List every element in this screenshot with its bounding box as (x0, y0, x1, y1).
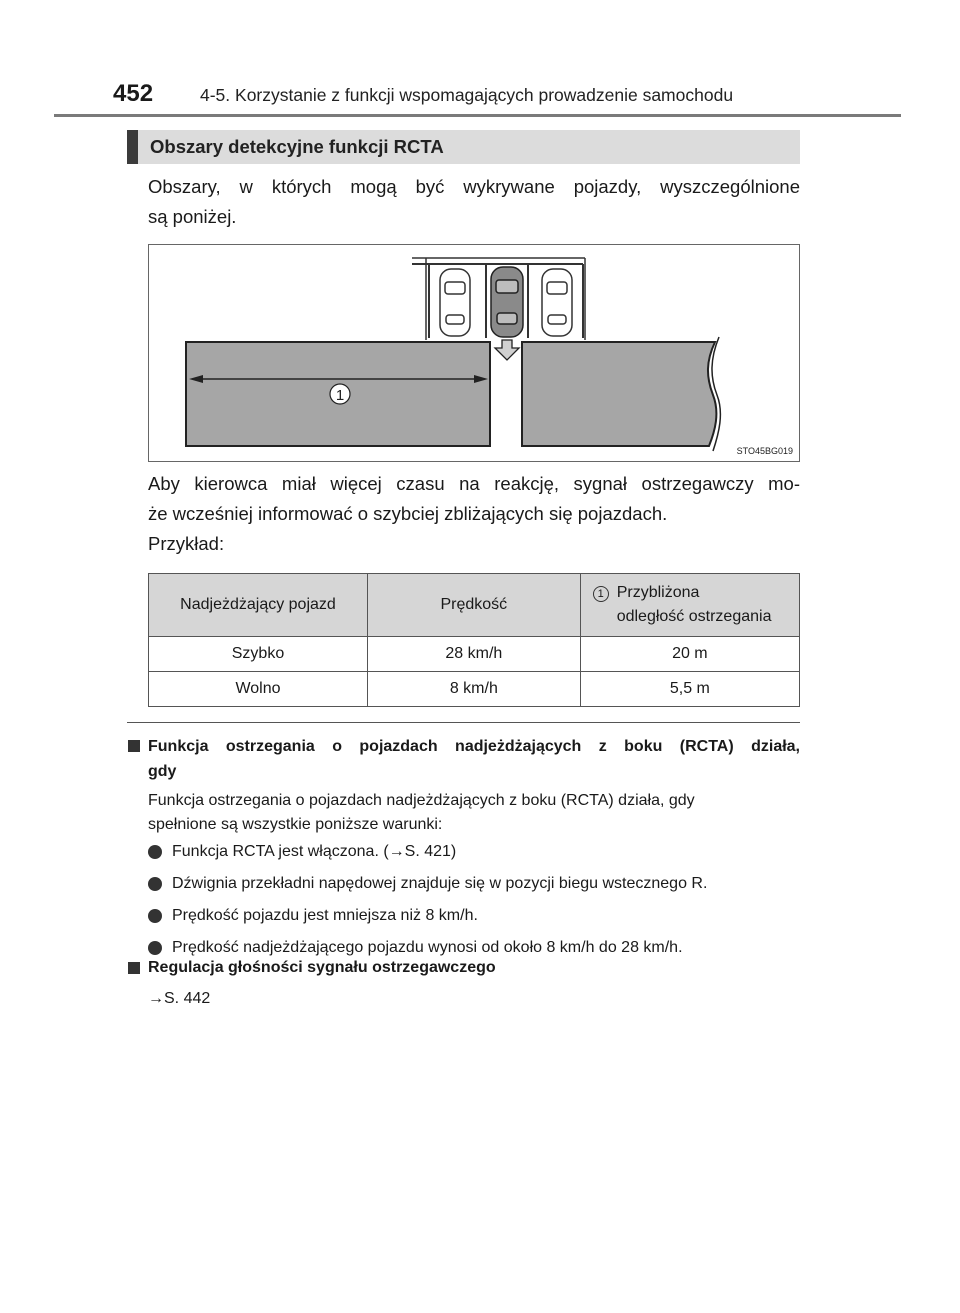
conditions-text-line-1: Funkcja ostrzegania o pojazdach nadjeżdżających z boku (RCTA) działa, gdy (148, 792, 695, 809)
chapter-title: 4-5. Korzystanie z funkcji wspomagających prowadzenie samochodu (200, 85, 734, 105)
table-header-row (149, 574, 800, 637)
parked-car-left (440, 269, 470, 336)
header-distance-line-1: Przybliżona (616, 584, 700, 601)
bullet-icon (148, 941, 162, 955)
bullet-icon (148, 909, 162, 923)
conditions-text-line-2: spełnione są wszystkie poniższe warunki: (148, 816, 443, 833)
condition-item: Funkcja RCTA jest włączona. (→S. 421) (172, 843, 457, 860)
warning-distance-table (148, 573, 800, 707)
page-number: 452 (113, 80, 154, 107)
parked-car-right (542, 269, 572, 336)
condition-item: Dźwignia przekładni napędowej znajduje się w pozycji biegu wstecznego R. (172, 875, 708, 892)
header-rule (54, 114, 901, 117)
section-divider (127, 722, 800, 723)
intro-line-1: Obszary, w których mogą być wykrywane pojazdy, wyszczególnione (148, 176, 800, 197)
square-bullet-icon (128, 962, 140, 974)
bullet-icon (148, 845, 162, 859)
cell-distance: 5,5 m (580, 672, 799, 707)
right-detection-area (522, 342, 716, 446)
section-title: Obszary detekcyjne funkcji RCTA (150, 136, 444, 157)
cell-vehicle: Wolno (149, 672, 368, 707)
reverse-arrow (495, 340, 519, 360)
section-heading-bar (127, 130, 800, 164)
conditions-heading-line-2: gdy (148, 763, 177, 780)
after-figure-line-2: że wcześniej informować o szybciej zbliżających się pojazdach. (148, 503, 668, 524)
cell-speed: 8 km/h (367, 672, 580, 707)
volume-reference-link[interactable]: →S. 442 (148, 990, 211, 1007)
cell-vehicle: Szybko (149, 637, 368, 672)
header-distance-line-2: odległość ostrzegania (616, 608, 772, 625)
callout-number: 1 (335, 387, 345, 404)
detection-area-figure (148, 244, 800, 462)
header-vehicle: Nadjeżdżający pojazd (149, 574, 368, 637)
detection-area-diagram (149, 245, 799, 461)
table-row (149, 672, 800, 707)
distance-callout: 1 (593, 586, 609, 602)
header-speed: Prędkość (367, 574, 580, 637)
condition-item: Prędkość nadjeżdżającego pojazdu wynosi od około 8 km/h do 28 km/h. (172, 939, 683, 956)
volume-heading: Regulacja głośności sygnału ostrzegawczego (148, 959, 496, 976)
conditions-heading-line-1: Funkcja ostrzegania o pojazdach nadjeżdżających z boku (RCTA) działa, (148, 738, 800, 755)
bullet-icon (148, 877, 162, 891)
square-bullet-icon (128, 740, 140, 752)
after-figure-line-1: Aby kierowca miał więcej czasu na reakcję, sygnał ostrzegawczy mo- (148, 473, 800, 494)
example-label: Przykład: (148, 533, 225, 554)
cell-distance: 20 m (580, 637, 799, 672)
condition-item: Prędkość pojazdu jest mniejsza niż 8 km/h. (172, 907, 478, 924)
figure-code: STO45BG019 (736, 446, 793, 456)
cell-speed: 28 km/h (367, 637, 580, 672)
table-row (149, 637, 800, 672)
intro-line-2: są poniżej. (148, 206, 237, 227)
reversing-car (491, 267, 523, 337)
header-distance (580, 574, 799, 637)
